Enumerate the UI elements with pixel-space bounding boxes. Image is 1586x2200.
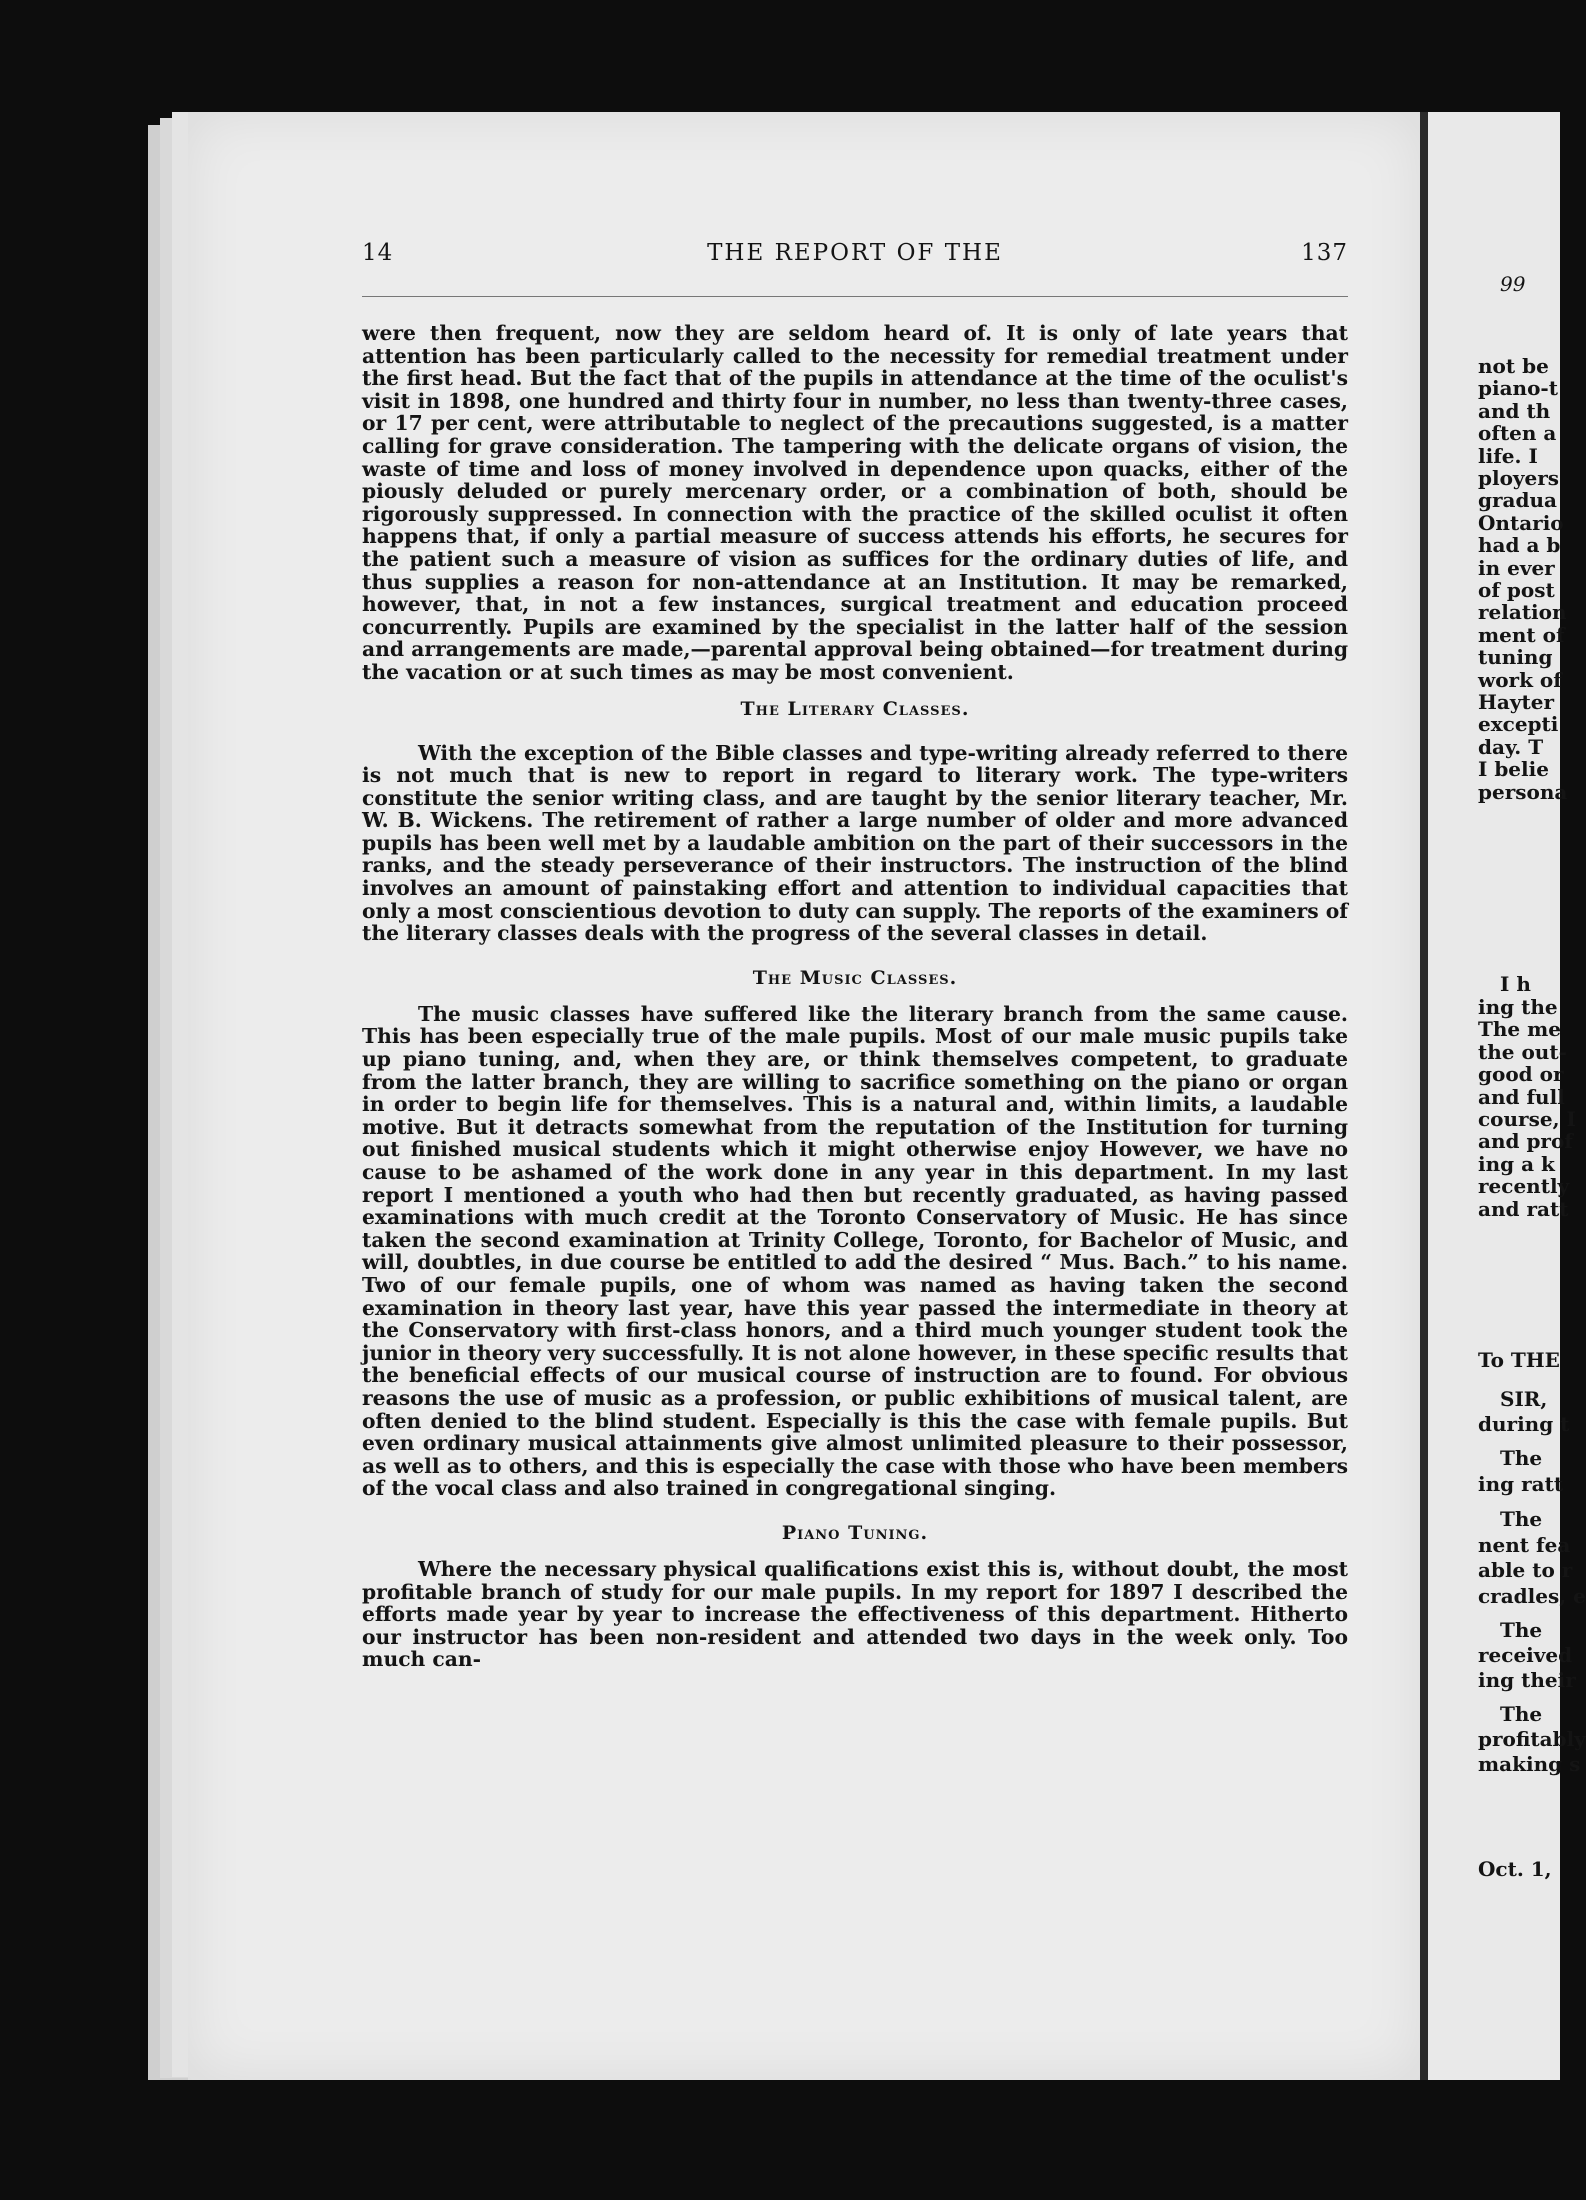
right-page-line: tuning: [1478, 645, 1553, 669]
right-page-line: cradles, e: [1478, 1584, 1586, 1608]
right-page-line: Oct. 1,: [1478, 1857, 1552, 1881]
right-page-line: To THE: [1478, 1348, 1560, 1372]
right-page-line: Ontario: [1478, 511, 1564, 535]
right-page-line: often a: [1478, 421, 1557, 445]
right-page-number: 99: [1500, 272, 1526, 296]
right-page-line: the out-: [1478, 1040, 1567, 1064]
right-page-line: ing a k: [1478, 1152, 1555, 1176]
right-page-line: SIR,: [1500, 1387, 1548, 1411]
right-page-line: ing the: [1478, 995, 1558, 1019]
right-page-line: I belie: [1478, 757, 1549, 781]
right-page-line: not be: [1478, 354, 1549, 378]
right-page-line: and th: [1478, 399, 1551, 423]
right-page-line: day. T: [1478, 735, 1544, 759]
right-page-line: able to r: [1478, 1558, 1573, 1582]
page-header: [362, 240, 1348, 280]
right-page-line: The: [1500, 1446, 1543, 1470]
right-page-line: ing ratt: [1478, 1472, 1564, 1496]
right-page-line: I h: [1500, 972, 1531, 996]
section-heading-literary: The Literary Classes.: [740, 697, 970, 720]
right-page-line: ployers: [1478, 466, 1560, 490]
right-page-line: work of: [1478, 668, 1562, 692]
right-page-line: profitably: [1478, 1727, 1586, 1751]
right-page-line: persona: [1478, 780, 1568, 804]
right-page-line: course, I: [1478, 1107, 1576, 1131]
main-text: [362, 322, 1348, 1671]
right-page-line: The: [1500, 1507, 1543, 1531]
right-page-line: relation: [1478, 600, 1567, 624]
right-page: [1428, 112, 1586, 2080]
right-page-line: making s: [1478, 1752, 1581, 1776]
paragraph: Where the necessary physical qualifications exist this is, without doubt, the most profitable branch of study for our male pupils. In my report for 1897 I described the efforts made year by year to increase the effectiveness of this department. Hitherto our instructor has been non-resident and attended two days in the week only. Too much can-: [362, 1556, 1348, 1672]
right-page-line: and ratt: [1478, 1197, 1569, 1221]
paragraph: were then frequent, now they are seldom heard of. It is only of late years that attention has been particularly called to the necessity for remedial treatment under the first head. But the fact that of the pupils in attendance at the time of the oculist's visit in 1898, one hundred and thirty four in number, no less than twenty-three cases, or 17 per cent, were attributable to neglect of the precautions suggested, is a matter calling for grave consideration. The tampering with the delicate organs of vision, the waste of time and loss of money involved in dependence upon quacks, either of the piously deluded or purely mercenary order, or a combination of both, should be rigorously suppressed. In connection with the practice of the skilled oculist it often happens that, if only a partial measure of success attends his efforts, he secures for the patient such a measure of vision as suffices for the ordinary duties of life, and thus supplies a reason for non-attendance at an Institution. It may be remarked, however, that, in not a few instances, surgical treatment and education proceed concurrently. Pupils are examined by the specialist in the latter half of the session and arrangements are made,—parental approval being obtained—for treatment during the vacation or at such times as may be most convenient.: [362, 321, 1348, 684]
header-right-mark: 137: [1301, 240, 1348, 266]
header-rule: [362, 296, 1348, 297]
right-page-line: The me: [1478, 1017, 1561, 1041]
right-page-line: received: [1478, 1643, 1573, 1667]
paragraph: The music classes have suffered like the literary branch from the same cause. This has been especially true of the male pupils. Most of our male music pupils take up piano tuning, and, when they are, or think themselves competent, to graduate from the latter branch, they are willing to sacrifice something on the piano or organ in order to begin life for themselves. This is a natural and, within limits, a laudable motive. But it detracts somewhat from the reputation of the Institution for turning out finished musical students which it might otherwise enjoy However, we have no cause to be ashamed of the work done in any year in this department. In my last report I mentioned a youth who had then but recently graduated, as having passed examinations with much credit at the Toronto Conservatory of Music. He has since taken the second examination at Trinity College, Toronto, for Bachelor of Music, and will, doubtles, in due course be entitled to add the desired “ Mus. Bach.” to his name. Two of our female pupils, one of whom was named as having taken the second examination in theory last year, have this year passed the intermediate in theory at the Conservatory with first-class honors, and a third much younger student took the junior in theory very successfully. It is not alone however, in these specific results that the beneficial effects of our musical course of instruction are to found. For obvious reasons the use of music as a profession, or public exhibitions of musical talent, are often denied to the blind student. Especially is this the case with female pupils. But even ordinary musical attainments give almost unlimited pleasure to their possessor, as well as to others, and this is especially the case with those who have been members of the vocal class and also trained in congregational singing.: [362, 1001, 1348, 1501]
right-page-line: good or: [1478, 1062, 1564, 1086]
paragraph: With the exception of the Bible classes and type-writing already referred to there is not much that is new to report in regard to literary work. The type-writers constitute the senior writing class, and are taught by the senior literary teacher, Mr. W. B. Wickens. The retirement of rather a large number of older and more advanced pupils has been well met by a laudable ambition on the part of their successors in the ranks, and the steady perseverance of their instructors. The instruction of the blind involves an amount of painstaking effort and attention to individual capacities that only a most conscientious devotion to duty can supply. The reports of the examiners of the literary classes deals with the progress of the several classes in detail.: [362, 740, 1348, 946]
right-page-line: ment of: [1478, 623, 1565, 647]
right-page-line: excepti: [1478, 712, 1559, 736]
right-page-line: The: [1500, 1702, 1543, 1726]
right-page-line: of post: [1478, 578, 1555, 602]
section-heading-piano: Piano Tuning.: [781, 1521, 929, 1544]
section-heading-music: The Music Classes.: [752, 966, 958, 989]
page-number: 14: [362, 240, 394, 266]
right-page-line: piano-t: [1478, 376, 1558, 400]
right-page-line: The: [1500, 1618, 1543, 1642]
right-page-line: Hayter: [1478, 690, 1554, 714]
right-page-line: in ever: [1478, 556, 1555, 580]
right-page-line: life. I: [1478, 444, 1538, 468]
running-title: THE REPORT OF THE: [707, 240, 1003, 266]
right-page-line: had a b: [1478, 533, 1561, 557]
right-page-line: and full: [1478, 1085, 1565, 1109]
right-page-line: ing their: [1478, 1668, 1576, 1692]
book-spine: [1420, 112, 1428, 2080]
right-page-line: nent fea: [1478, 1533, 1571, 1557]
right-page-line: during t: [1478, 1412, 1570, 1436]
right-page-line: recently: [1478, 1174, 1570, 1198]
right-page-line: and prof: [1478, 1129, 1573, 1153]
right-page-line: gradua: [1478, 488, 1557, 512]
